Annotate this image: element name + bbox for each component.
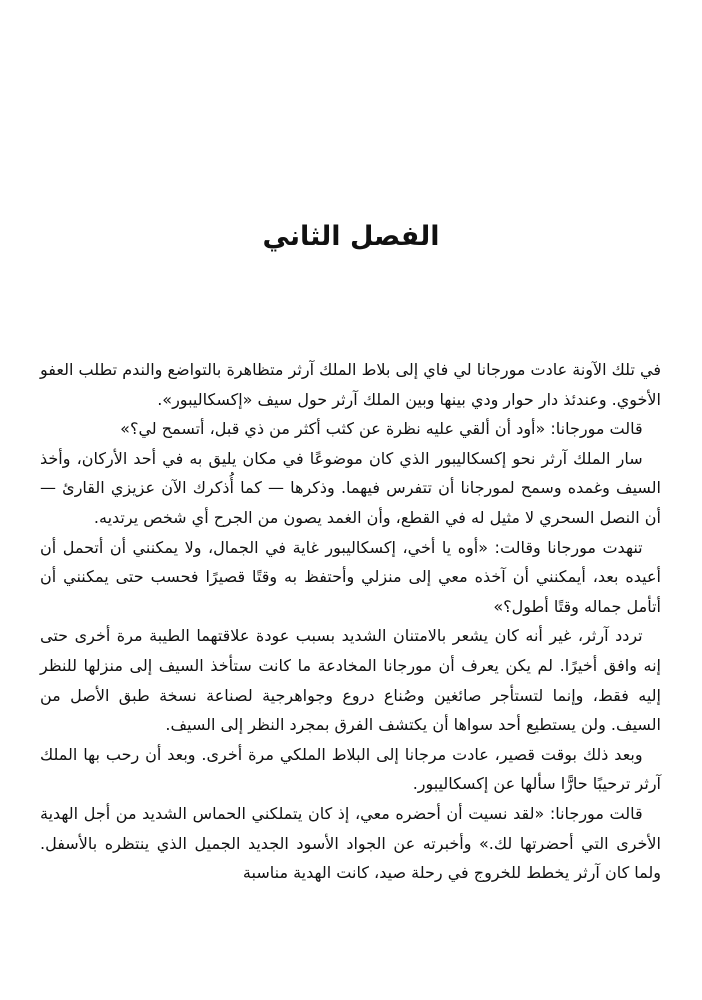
chapter-body <box>40 355 661 888</box>
paragraph: في تلك الآونة عادت مورجانا لي فاي إلى بلاط الملك آرثر متظاهرة بالتواضع والندم تطلب العفو الأخوي. وعندئذ دار حوار ودي بينها وبين الملك آرثر حول سيف «إكسكاليبور». <box>40 360 661 409</box>
paragraph: قالت مورجانا: «لقد نسيت أن أحضره معي، إذ كان يتملكني الحماس الشديد من أجل الهدية الأخرى التي أحضرتها لك.» وأخبرته عن الجواد الأسود الجديد الجميل الذي ينتظره بالأسفل. ولما كان آرثر يخطط للخروج في رحلة صيد، كانت الهدية مناسبة <box>40 803 661 883</box>
paragraph: سار الملك آرثر نحو إكسكاليبور الذي كان موضوعًا في مكان يليق به في أحد الأركان، وأخذ السيف وغمده وسمح لمورجانا أن تتفرس فيهما. وذكرها — كما أُذكرك الآن عزيزي القارئ — أن النصل السحري لا مثيل له في القطع، وأن الغمد يصون من الجرح أي شخص يرتديه. <box>40 448 661 527</box>
chapter-title: الفصل الثاني <box>262 221 440 252</box>
paragraph: تنهدت مورجانا وقالت: «أوه يا أخي، إكسكاليبور غاية في الجمال، ولا يمكنني أن أتحمل أن أعيده بعد، أيمكنني أن آخذه معي إلى منزلي وأحتفظ به وقتًا قصيرًا فحسب حتى يمكنني أن أتأمل جماله وقتًا أطول؟» <box>40 537 661 616</box>
paragraph: وبعد ذلك بوقت قصير، عادت مرجانا إلى البلاط الملكي مرة أخرى. وبعد أن رحب بها الملك آرثر ترحيبًا حارًّا سألها عن إكسكاليبور. <box>40 744 661 794</box>
paragraph: تردد آرثر، غير أنه كان يشعر بالامتنان الشديد بسبب عودة علاقتهما الطيبة مرة أخرى حتى إنه وافق أخيرًا. لم يكن يعرف أن مورجانا المخادعة ما كانت ستأخذ السيف إلى منزلها للنظر إليه فقط، وإنما لتستأجر صائغين وصُناع دروع وجواهرجية لصناعة نسخة طبق الأصل من السيف. ولن يستطيع أحد سواها أن يكتشف الفرق بمجرد النظر إلى السيف. <box>40 626 661 735</box>
paragraph: قالت مورجانا: «أود أن ألقي عليه نظرة عن كثب أكثر من ذي قبل، أتسمح لي؟» <box>120 419 643 439</box>
